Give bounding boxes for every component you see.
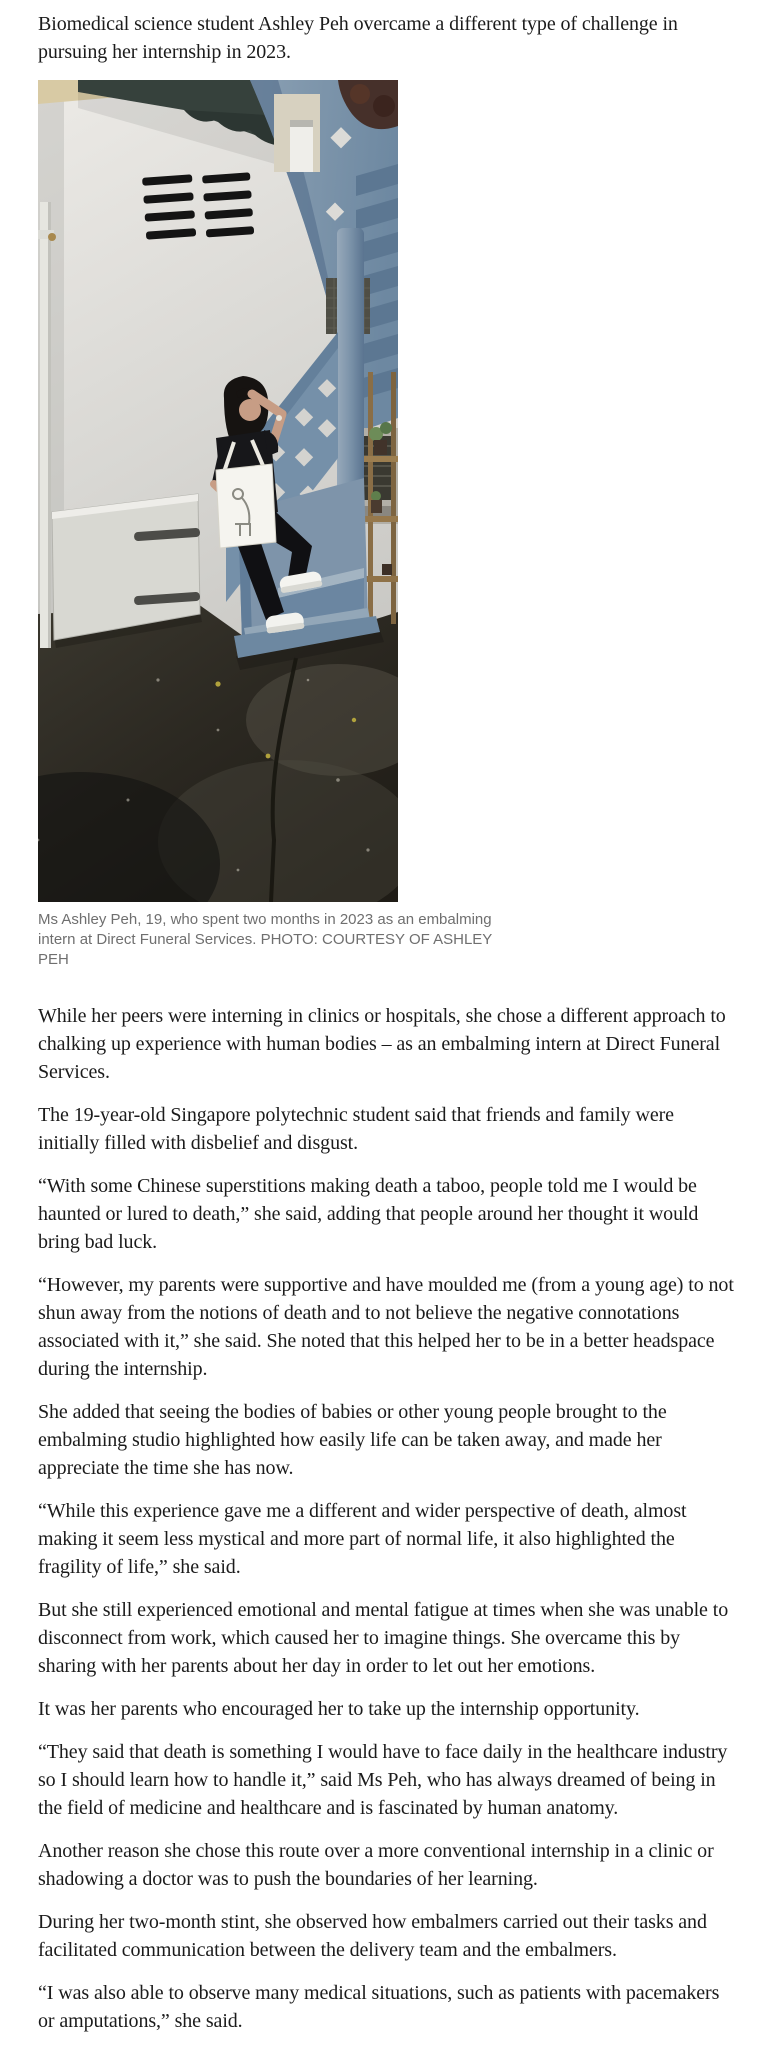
article-paragraph: She added that seeing the bodies of babies or other young people brought to the embalming studio highlighted how easily life can be taken away, and made her appreciate the time she has now. — [38, 1401, 667, 1479]
photo-caption: Ms Ashley Peh, 19, who spent two months in 2023 as an embalming intern at Direct Funeral Services. PHOTO: COURTESY OF ASHLEY PEH — [38, 911, 493, 968]
article-paragraph: “With some Chinese superstitions making death a taboo, people told me I would be haunted or lured to death,” she said, adding that people around her thought it would bring bad luck. — [38, 1175, 699, 1253]
bracelet — [276, 415, 282, 421]
article-paragraph: “They said that death is something I would have to face daily in the healthcare industry so I should learn how to handle it,” said Ms Peh, who has always dreamed of being in the field of medicine and healthcare and is fascinated by human anatomy. — [38, 1741, 728, 1819]
article-paragraph: The 19-year-old Singapore polytechnic student said that friends and family were initially filled with disbelief and disgust. — [38, 1104, 674, 1154]
photo-illustration — [38, 80, 398, 902]
article-figure — [38, 80, 740, 970]
article-intro: Biomedical science student Ashley Peh overcame a different type of challenge in pursuing her internship in 2023. — [38, 13, 678, 63]
article-paragraph: While her peers were interning in clinics or hospitals, she chose a different approach to chalking up experience with human bodies – as an embalming intern at Direct Funeral Services. — [38, 1005, 726, 1083]
article-paragraph: “I was also able to observe many medical situations, such as patients with pacemakers or amputations,” she said. — [38, 1982, 720, 2032]
article-body — [38, 1002, 740, 2035]
article-paragraph: Another reason she chose this route over a more conventional internship in a clinic or shadowing a doctor was to push the boundaries of her learning. — [38, 1840, 714, 1890]
article-paragraph: It was her parents who encouraged her to take up the internship opportunity. — [38, 1698, 640, 1720]
article-paragraph: During her two-month stint, she observed how embalmers carried out their tasks and facilitated communication between the delivery team and the embalmers. — [38, 1911, 707, 1961]
article-paragraph: “However, my parents were supportive and have moulded me (from a young age) to not shun away from the notions of death and to not believe the negative connotations associated with it,” she said. She noted that this helped her to be in a better headspace during the internship. — [38, 1274, 734, 1380]
article-photo — [38, 80, 398, 902]
door — [52, 494, 202, 648]
article-paragraph: But she still experienced emotional and mental fatigue at times when she was unable to disconnect from work, which caused her to imagine things. She overcame this by sharing with her parents about her day in order to let out her emotions. — [38, 1599, 729, 1677]
article-paragraph: “While this experience gave me a different and wider perspective of death, almost making it seem less mystical and more part of normal life, it also highlighted the fragility of life,” she said. — [38, 1500, 687, 1578]
